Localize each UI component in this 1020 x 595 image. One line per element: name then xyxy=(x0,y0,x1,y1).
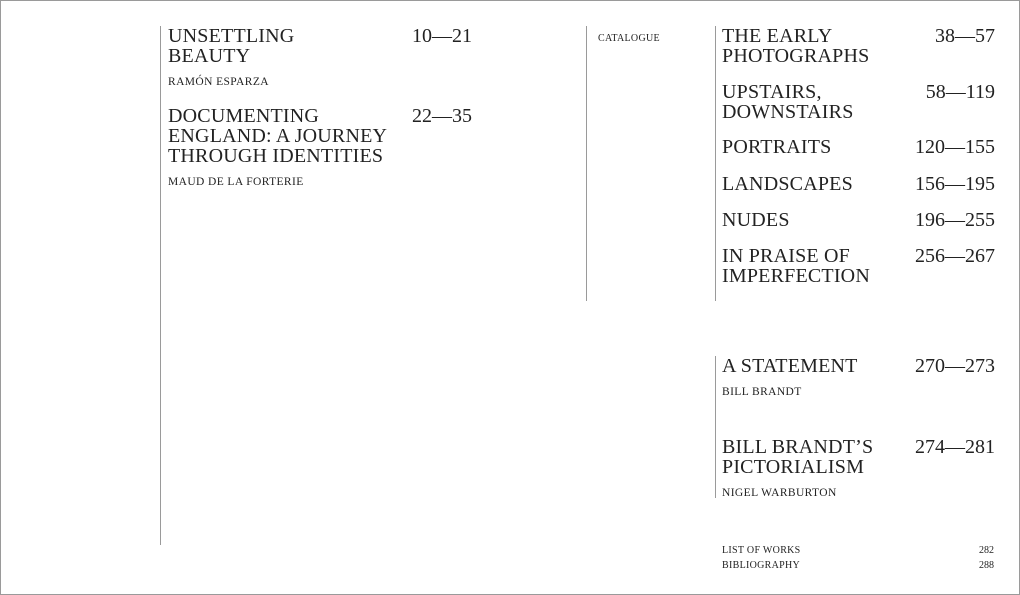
essay-author: RAMÓN ESPARZA xyxy=(168,76,269,88)
text-pages: 270—273 xyxy=(915,355,995,377)
essay-title: UNSETTLING BEAUTY xyxy=(168,25,295,67)
text-entry[interactable] xyxy=(722,437,995,500)
back-matter-label[interactable]: BIBLIOGRAPHY xyxy=(722,560,801,571)
texts-rule xyxy=(715,356,716,498)
catalogue-title: THE EARLY PHOTOGRAPHS xyxy=(722,25,870,67)
catalogue-title: IN PRAISE OF IMPERFECTION xyxy=(722,245,870,287)
text-title: BILL BRANDT’S PICTORIALISM xyxy=(722,436,874,478)
catalogue-pages: 156—195 xyxy=(915,173,995,195)
text-pages: 274—281 xyxy=(915,436,995,458)
text-author: NIGEL WARBURTON xyxy=(722,487,837,499)
catalogue-label: CATALOGUE xyxy=(598,33,660,44)
essay-pages: 22—35 xyxy=(412,105,472,127)
catalogue-title: PORTRAITS xyxy=(722,136,832,158)
middle-rule xyxy=(586,26,587,301)
catalogue-rule xyxy=(715,26,716,301)
essay-entry[interactable] xyxy=(168,26,472,89)
back-matter-page: 288 xyxy=(979,560,994,571)
catalogue-entry[interactable] xyxy=(722,26,995,66)
back-matter-label[interactable]: LIST OF WORKS xyxy=(722,545,801,556)
essay-entry[interactable] xyxy=(168,106,472,189)
catalogue-pages: 196—255 xyxy=(915,209,995,231)
back-matter-page: 282 xyxy=(979,545,994,556)
essay-pages: 10—21 xyxy=(412,25,472,47)
catalogue-title: LANDSCAPES xyxy=(722,173,853,195)
left-column-rule xyxy=(160,26,161,545)
essay-author: MAUD DE LA FORTERIE xyxy=(168,176,304,188)
text-author: BILL BRANDT xyxy=(722,386,802,398)
catalogue-pages: 38—57 xyxy=(935,25,995,47)
essay-title: DOCUMENTING ENGLAND: A JOURNEY THROUGH IDENTITIES xyxy=(168,105,388,167)
catalogue-entry[interactable] xyxy=(722,137,995,157)
catalogue-entry[interactable] xyxy=(722,210,995,230)
catalogue-title: NUDES xyxy=(722,209,790,231)
catalogue-pages: 58—119 xyxy=(925,81,995,103)
catalogue-title: UPSTAIRS, DOWNSTAIRS xyxy=(722,81,854,123)
catalogue-pages: 120—155 xyxy=(915,136,995,158)
catalogue-pages: 256—267 xyxy=(915,245,995,267)
text-title: A STATEMENT xyxy=(722,355,858,377)
catalogue-entry[interactable] xyxy=(722,82,995,122)
text-entry[interactable] xyxy=(722,356,995,399)
catalogue-entry[interactable] xyxy=(722,174,995,194)
catalogue-entry[interactable] xyxy=(722,246,995,286)
